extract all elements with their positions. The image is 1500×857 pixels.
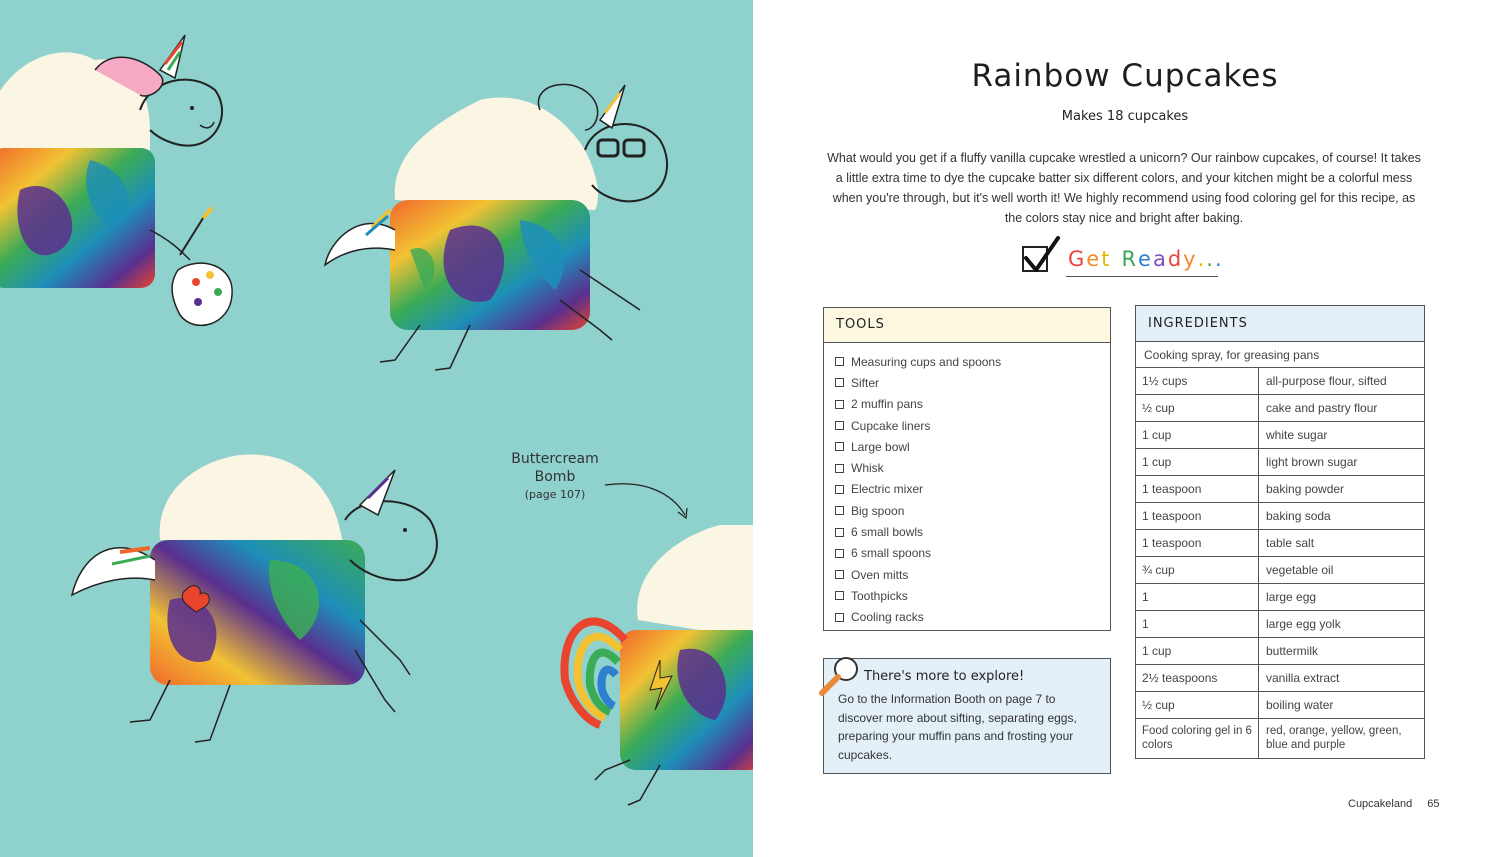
ingredient-row <box>1135 584 1425 611</box>
explore-title: There's more to explore! <box>864 669 1025 684</box>
tool-label: Large bowl <box>851 439 910 454</box>
tool-checkbox[interactable] <box>835 378 844 387</box>
tool-item <box>835 457 1110 478</box>
ingredient-quantity: 1 cup <box>1136 449 1259 475</box>
buttercream-bomb-page: (page 107) <box>524 488 586 501</box>
page-footer <box>1348 798 1440 810</box>
cupcake-top-right <box>325 84 667 370</box>
page-title: Rainbow Cupcakes <box>971 58 1279 94</box>
page-number: 65 <box>1427 798 1440 810</box>
tool-item <box>835 543 1110 564</box>
ingredient-name: red, orange, yellow, green, blue and purple <box>1266 725 1402 751</box>
ingredient-row <box>1135 422 1425 449</box>
ingredient-name: table salt <box>1266 536 1315 550</box>
ingredient-name: cake and pastry flour <box>1266 401 1378 415</box>
buttercream-bomb-label <box>500 450 610 504</box>
tool-checkbox[interactable] <box>835 570 844 579</box>
ingredient-name: white sugar <box>1266 428 1328 442</box>
ingredient-name: baking soda <box>1266 509 1331 523</box>
ingredient-row <box>1135 692 1425 719</box>
ingredient-quantity: ¾ cup <box>1136 557 1259 583</box>
ingredient-name: large egg <box>1266 590 1317 604</box>
ingredient-quantity: 1 teaspoon <box>1136 530 1259 556</box>
tool-checkbox[interactable] <box>835 464 844 473</box>
tool-checkbox[interactable] <box>835 528 844 537</box>
tools-header: TOOLS <box>824 308 1110 343</box>
ingredient-row <box>1135 368 1425 395</box>
tool-checkbox[interactable] <box>835 442 844 451</box>
ingredient-row <box>1135 611 1425 638</box>
ingredient-rows <box>1135 368 1425 759</box>
ingredient-quantity: 1 teaspoon <box>1136 476 1259 502</box>
explore-box <box>823 658 1111 774</box>
tool-checkbox[interactable] <box>835 506 844 515</box>
get-ready-letter: a <box>1152 247 1168 271</box>
ingredient-row <box>1135 395 1425 422</box>
ingredient-quantity: 1 cup <box>1136 422 1259 448</box>
tool-item <box>835 607 1110 628</box>
ingredient-row <box>1135 476 1425 503</box>
tool-label: 6 small spoons <box>851 546 932 561</box>
get-ready-letter: . <box>1214 247 1224 271</box>
tool-label: Cooling racks <box>851 610 924 625</box>
tool-label: Toothpicks <box>851 588 908 603</box>
get-ready-heading <box>1018 240 1238 284</box>
ingredient-name: baking powder <box>1266 482 1345 496</box>
ingredient-quantity: Food coloring gel in 6 colors <box>1136 719 1259 758</box>
tool-item <box>835 500 1110 521</box>
tool-item <box>835 585 1110 606</box>
ingredient-row <box>1135 449 1425 476</box>
tool-item <box>835 372 1110 393</box>
tool-checkbox[interactable] <box>835 549 844 558</box>
ingredient-name: large egg yolk <box>1266 617 1341 631</box>
cupcake-top-left <box>0 35 232 325</box>
tool-label: Oven mitts <box>851 567 909 582</box>
get-ready-letter: G <box>1068 247 1087 271</box>
get-ready-text <box>1068 247 1224 271</box>
cupcake-bottom-left <box>72 454 437 742</box>
recipe-yield: Makes 18 cupcakes <box>1061 109 1189 124</box>
ingredients-header: INGREDIENTS <box>1135 305 1425 341</box>
tool-item <box>835 415 1110 436</box>
tool-label: Cupcake liners <box>851 418 931 433</box>
ingredient-row <box>1135 557 1425 584</box>
checkmark-icon <box>1018 234 1068 278</box>
tool-checkbox[interactable] <box>835 400 844 409</box>
tool-label: Sifter <box>851 375 880 390</box>
ingredient-quantity: 1 cup <box>1136 638 1259 664</box>
tool-checkbox[interactable] <box>835 591 844 600</box>
tool-checkbox[interactable] <box>835 485 844 494</box>
tool-item <box>835 394 1110 415</box>
arrow <box>605 484 685 515</box>
tool-item <box>835 436 1110 457</box>
get-ready-underline <box>1066 276 1218 277</box>
get-ready-letter: y <box>1183 247 1198 271</box>
ingredient-quantity: 2½ teaspoons <box>1136 665 1259 691</box>
ingredients-table <box>1135 305 1425 759</box>
tool-checkbox[interactable] <box>835 421 844 430</box>
tool-checkbox[interactable] <box>835 357 844 366</box>
ingredient-name: boiling water <box>1266 698 1334 712</box>
explore-body: Go to the Information Booth on page 7 to discover more about sifting, separating eggs, preparing your muffin pans and frosting your cupcakes. <box>838 692 1077 762</box>
tool-label: 6 small bowls <box>851 525 924 540</box>
cupcake-bottom-right <box>564 525 753 805</box>
tool-item <box>835 521 1110 542</box>
tool-label: Measuring cups and spoons <box>851 354 1002 369</box>
get-ready-letter: . <box>1197 247 1207 271</box>
tool-label: Whisk <box>851 461 884 476</box>
ingredient-name: light brown sugar <box>1266 455 1358 469</box>
ingredient-quantity: ½ cup <box>1136 395 1259 421</box>
tool-item <box>835 351 1110 372</box>
get-ready-letter: e <box>1138 247 1153 271</box>
ingredient-row <box>1135 638 1425 665</box>
tools-list <box>824 343 1110 628</box>
tool-item <box>835 479 1110 500</box>
tools-panel <box>823 307 1111 631</box>
ingredient-name: vanilla extract <box>1266 671 1340 685</box>
footer-section: Cupcakeland <box>1348 798 1413 810</box>
ingredient-quantity: 1½ cups <box>1136 368 1259 394</box>
tool-checkbox[interactable] <box>835 613 844 622</box>
ingredient-first-row: Cooking spray, for greasing pans <box>1135 341 1425 368</box>
get-ready-letter: . <box>1206 247 1215 271</box>
ingredient-row <box>1135 665 1425 692</box>
tool-label: 2 muffin pans <box>851 397 923 412</box>
tool-item <box>835 564 1110 585</box>
ingredient-name: buttermilk <box>1266 644 1319 658</box>
ingredient-row <box>1135 530 1425 557</box>
ingredient-row <box>1135 503 1425 530</box>
ingredient-row <box>1135 719 1425 759</box>
ingredient-quantity: 1 teaspoon <box>1136 503 1259 529</box>
ingredient-quantity: 1 <box>1136 611 1259 637</box>
get-ready-letter: e <box>1086 247 1102 271</box>
recipe-intro: What would you get if a fluffy vanilla cupcake wrestled a unicorn? Our rainbow cupcakes, of course! It takes a little extra time to dye the cupcake batter six different colors, and your kitchen might be a colorful mess when you're through, but it's well worth it! We highly recommend using food coloring gel for this recipe, as the colors stay nice and bright after baking. <box>827 151 1421 225</box>
tool-label: Electric mixer <box>851 482 924 497</box>
tool-label: Big spoon <box>851 503 905 518</box>
get-ready-letter: t <box>1101 247 1112 271</box>
ingredient-quantity: 1 <box>1136 584 1259 610</box>
get-ready-letter: d <box>1167 247 1184 271</box>
ingredient-name: all-purpose flour, sifted <box>1266 374 1387 388</box>
ingredient-name: vegetable oil <box>1266 563 1334 577</box>
get-ready-letter: R <box>1121 247 1139 271</box>
buttercream-bomb-name: Buttercream Bomb <box>511 451 599 485</box>
ingredient-quantity: ½ cup <box>1136 692 1259 718</box>
